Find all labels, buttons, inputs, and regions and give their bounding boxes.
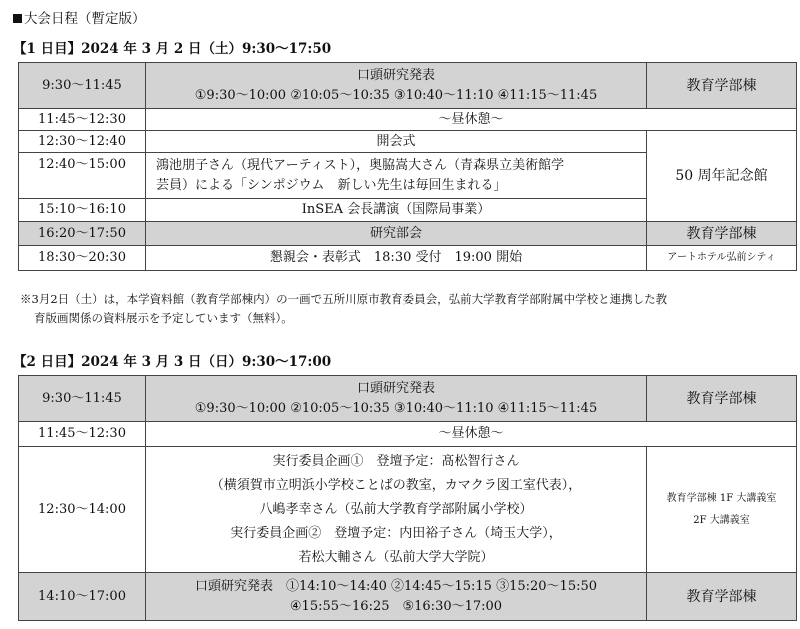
day2-heading: 【2 日目】2024 年 3 月 3 日（日）9:30〜17:00 <box>13 354 332 370</box>
table-row <box>19 376 797 422</box>
venue-cell: アートホテル弘前シティ <box>647 246 797 271</box>
time-cell: 11:45〜12:30 <box>19 109 146 131</box>
table-row <box>19 109 797 131</box>
time-cell: 16:20〜17:50 <box>19 222 146 246</box>
table-row <box>19 573 797 621</box>
content-cell: 〜昼休憩〜 <box>146 109 797 131</box>
time-cell: 18:30〜20:30 <box>19 246 146 271</box>
table-row <box>19 246 797 271</box>
table-row <box>19 222 797 246</box>
content-cell: 口頭研究発表 ①9:30〜10:00 ②10:05〜10:35 ③10:40〜11:10 ④11:15〜11:45 <box>146 63 647 109</box>
day1-schedule-table <box>18 62 797 271</box>
venue-cell: 50 周年記念館 <box>647 131 797 222</box>
time-cell: 15:10〜16:10 <box>19 199 146 222</box>
time-cell: 9:30〜11:45 <box>19 63 146 109</box>
square-bullet-icon <box>13 14 22 23</box>
content-cell: 実行委員企画① 登壇予定：髙松智行さん （横須賀市立明浜小学校ことばの教室，カマクラ図工室代表）， 八嶋孝幸さん（弘前大学教育学部附属小学校） 実行委員企画② 登壇予定：内田裕子さん（埼玉大学）， 若松大輔さん（弘前大学大学院） <box>146 447 647 573</box>
content-cell: InSEA 会長講演（国際局事業） <box>146 199 647 222</box>
day1-heading: 【1 日目】2024 年 3 月 2 日（土）9:30〜17:50 <box>13 41 332 57</box>
content-cell: 口頭研究発表 ①9:30〜10:00 ②10:05〜10:35 ③10:40〜11:10 ④11:15〜11:45 <box>146 376 647 422</box>
time-cell: 12:40〜15:00 <box>19 153 146 199</box>
day2-schedule-table <box>18 375 797 621</box>
time-cell: 14:10〜17:00 <box>19 573 146 621</box>
venue-cell: 教育学部棟 1F 大講義室 2F 大講義室 <box>647 447 797 573</box>
content-cell: 口頭研究発表 ①14:10〜14:40 ②14:45〜15:15 ③15:20〜15:50 ④15:55〜16:25 ⑤16:30〜17:00 <box>146 573 647 621</box>
venue-cell: 教育学部棟 <box>647 376 797 422</box>
content-cell: 開会式 <box>146 131 647 153</box>
exhibit-note: ※3月2日（土）は，本学資料館（教育学部棟内）の一画で五所川原市教育委員会，弘前大学教育学部附属中学校と連携した教 育版画関係の資料展示を予定しています（無料）。 <box>20 292 668 325</box>
table-row <box>19 63 797 109</box>
content-cell: 懇親会・表彰式 18:30 受付 19:00 開始 <box>146 246 647 271</box>
content-cell: 鴻池朋子さん（現代アーティスト），奥脇嵩大さん（青森県立美術館学 芸員）による「シンポジウム 新しい先生は毎回生まれる」 <box>146 153 647 199</box>
time-cell: 11:45〜12:30 <box>19 422 146 447</box>
table-row <box>19 131 797 153</box>
time-cell: 12:30〜14:00 <box>19 447 146 573</box>
table-row <box>19 447 797 573</box>
content-cell: 〜昼休憩〜 <box>146 422 797 447</box>
venue-cell: 教育学部棟 <box>647 222 797 246</box>
venue-cell: 教育学部棟 <box>647 573 797 621</box>
time-cell: 9:30〜11:45 <box>19 376 146 422</box>
venue-cell: 教育学部棟 <box>647 63 797 109</box>
schedule-title: 大会日程（暫定版） <box>13 7 146 27</box>
table-row <box>19 422 797 447</box>
content-cell: 研究部会 <box>146 222 647 246</box>
time-cell: 12:30〜12:40 <box>19 131 146 153</box>
